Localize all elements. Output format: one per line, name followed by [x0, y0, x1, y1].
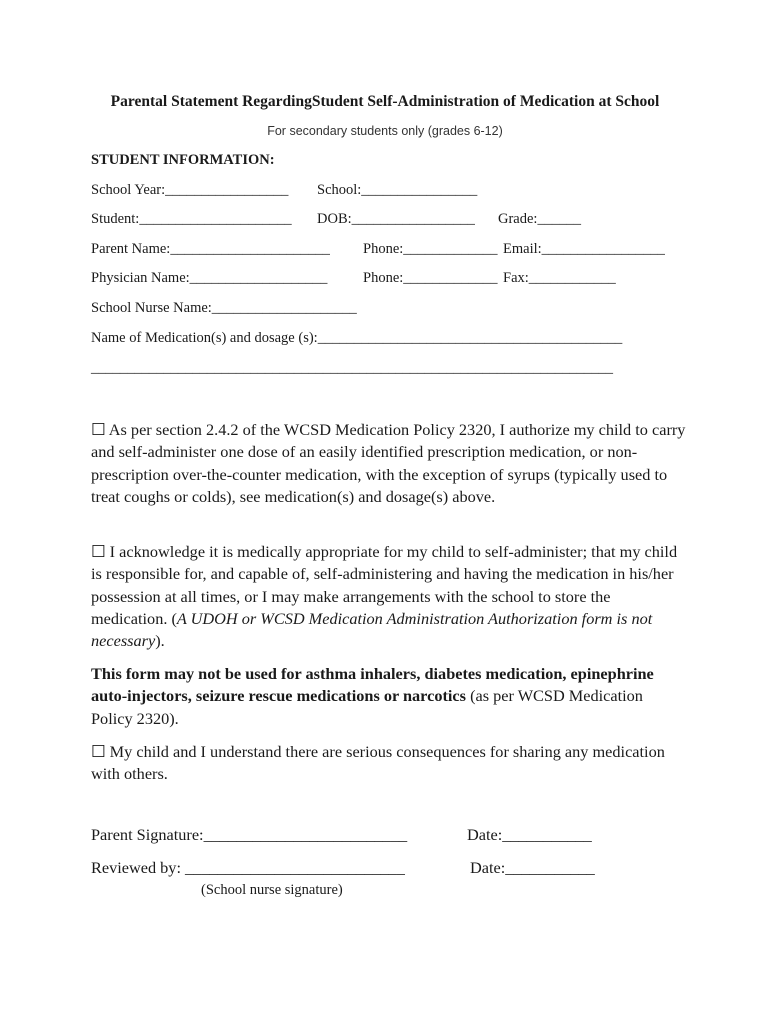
school-year-field[interactable]: School Year:_________________ [91, 182, 289, 198]
parent-name-field[interactable]: Parent Name:______________________ [91, 241, 330, 257]
warning-statement-rest: (as per WCSD Medication Policy 2320). [91, 686, 643, 728]
physician-name-field[interactable]: Physician Name:___________________ [91, 270, 328, 286]
acknowledge-statement-text: ☐ I acknowledge it is medically appropriate for my child to self-administer; that my child is responsible for, and capable of, self-administering and having the medication in his/her possession at all times, or I may make arrangements with the school to store the medication. ( [91, 542, 678, 628]
school-nurse-field[interactable]: School Nurse Name:____________________ [91, 300, 357, 316]
acknowledge-statement-note: A UDOH or WCSD Medication Administration Authorization form is not necessary [91, 608, 653, 651]
consequences-statement-text: ☐ My child and I understand there are serious consequences for sharing any medication with others. [91, 742, 665, 784]
acknowledge-statement[interactable] [91, 541, 686, 652]
medication-field-line2[interactable]: ________________________________________________________________________ [91, 360, 613, 376]
parent-signature-field[interactable]: Parent Signature:_________________________ [91, 825, 408, 844]
warning-statement-bold: This form may not be used for asthma inhalers, diabetes medication, epinephrine auto-injectors, seizure rescue medications or narcotics [91, 664, 654, 706]
consequences-statement[interactable] [91, 741, 686, 786]
warning-statement [91, 663, 686, 730]
section-heading-student-info: STUDENT INFORMATION: [91, 152, 275, 168]
document-subtitle: For secondary students only (grades 6-12) [267, 124, 503, 138]
parent-date-field[interactable]: Date:___________ [467, 825, 592, 844]
grade-field[interactable]: Grade:______ [498, 211, 581, 227]
parent-phone-field[interactable]: Phone:_____________ [363, 241, 498, 257]
school-field[interactable]: School:________________ [317, 182, 478, 198]
authorize-statement-text: ☐ As per section 2.4.2 of the WCSD Medication Policy 2320, I authorize my child to carry and self-administer one dose of an easily identified prescription medication, or non-prescription over-the-counter medication, with the exception of syrups (typically used to treat coughs or colds), see medication(s) and dosage(s) above. [91, 420, 686, 506]
nurse-signature-note: (School nurse signature) [201, 882, 343, 898]
acknowledge-statement-end: ). [155, 631, 165, 651]
authorize-statement[interactable] [91, 419, 686, 508]
medication-field[interactable]: Name of Medication(s) and dosage (s):__________________________________________ [91, 330, 623, 346]
dob-field[interactable]: DOB:_________________ [317, 211, 475, 227]
student-field[interactable]: Student:_____________________ [91, 211, 292, 227]
document-title: Parental Statement RegardingStudent Self-Administration of Medication at School [110, 93, 660, 110]
email-field[interactable]: Email:_________________ [503, 241, 665, 257]
fax-field[interactable]: Fax:____________ [503, 270, 616, 286]
reviewed-date-field[interactable]: Date:___________ [470, 858, 595, 877]
physician-phone-field[interactable]: Phone:_____________ [363, 270, 498, 286]
reviewed-by-field[interactable]: Reviewed by: ___________________________ [91, 858, 405, 877]
